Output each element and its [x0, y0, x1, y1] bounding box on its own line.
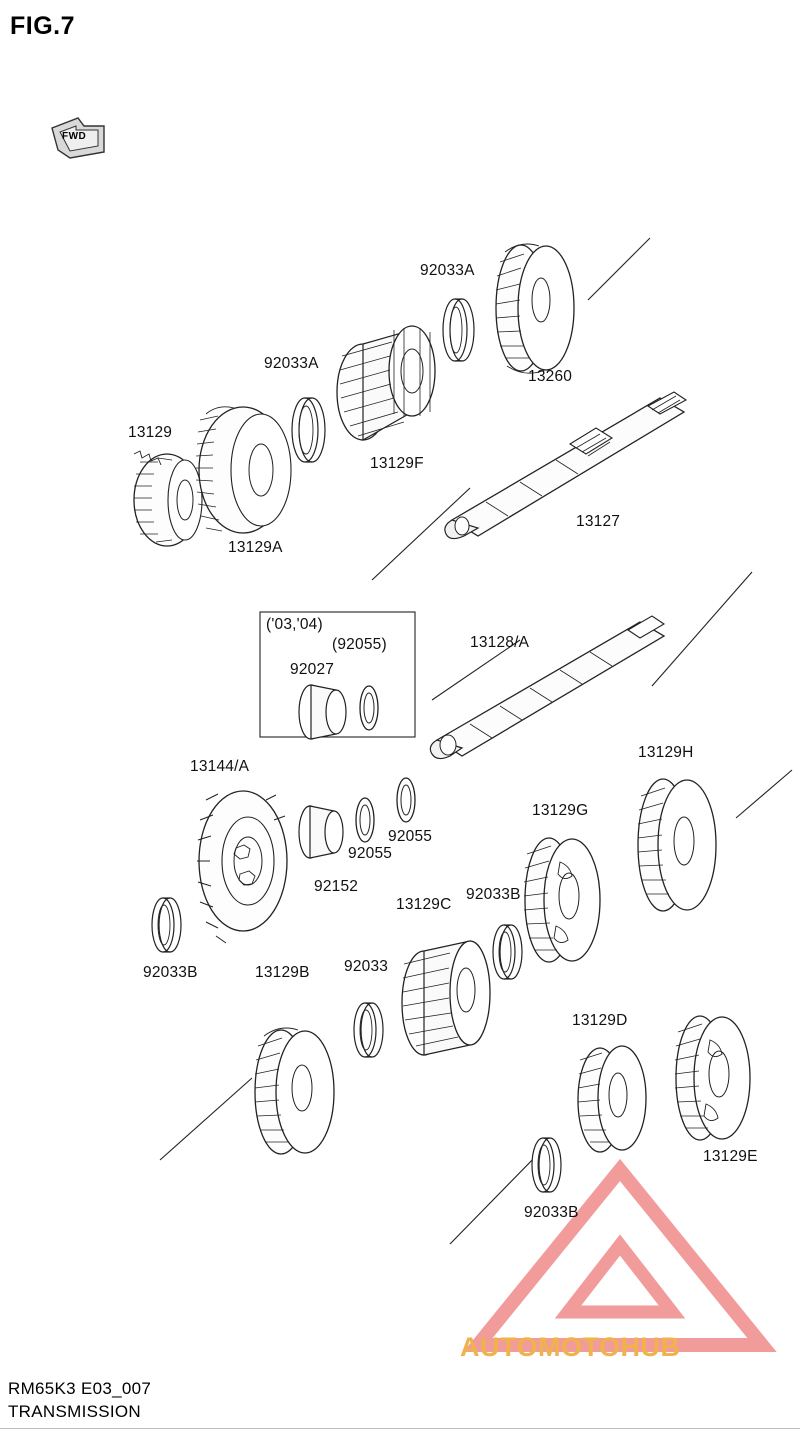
circlip-92033B-mid	[493, 925, 522, 979]
callout-13128A: 13128/A	[470, 634, 530, 651]
callout-13260: 13260	[528, 368, 573, 385]
callout-92055-b: 92055	[388, 828, 433, 845]
callout-92033: 92033	[344, 958, 389, 975]
bushing-92152	[299, 806, 343, 858]
gear-13260	[496, 244, 574, 373]
washer-92055-inset	[360, 686, 378, 730]
footer	[8, 1377, 151, 1423]
gear-13129C	[402, 941, 490, 1055]
bushing-92027	[299, 685, 346, 739]
callout-year-note: ('03,'04)	[266, 616, 323, 633]
watermark-text	[460, 1332, 681, 1363]
gear-13129B	[255, 1028, 334, 1154]
callout-13129B: 13129B	[255, 964, 310, 981]
callout-13144A: 13144/A	[190, 758, 250, 775]
callout-92027: 92027	[290, 661, 335, 678]
washer-92055-b	[397, 778, 415, 822]
circlip-92033A-left	[292, 398, 325, 462]
callout-13129E: 13129E	[703, 1148, 758, 1165]
circlip-92033B-left	[152, 898, 181, 952]
callout-92033B-left: 92033B	[143, 964, 198, 981]
callout-13129C: 13129C	[396, 896, 452, 913]
watermark-text-primary: AUTOMOTO	[460, 1332, 621, 1362]
gear-13129D	[578, 1046, 646, 1152]
callout-92033B-bottom: 92033B	[524, 1204, 579, 1221]
circlip-92033	[354, 1003, 383, 1057]
callout-13129: 13129	[128, 424, 173, 441]
callout-92033B-mid: 92033B	[466, 886, 521, 903]
callout-13129F: 13129F	[370, 455, 424, 472]
watermark-text-secondary: HUB	[620, 1332, 681, 1362]
circlip-92033A-right	[443, 299, 474, 361]
footer-code: RM65K3 E03_007	[8, 1379, 152, 1398]
callout-92055-inset: (92055)	[332, 636, 387, 653]
callout-92055-a: 92055	[348, 845, 393, 862]
callout-13127: 13127	[576, 513, 621, 530]
callout-13129A: 13129A	[228, 539, 283, 556]
figure-title: FIG.7	[10, 12, 76, 40]
callout-92033A-left: 92033A	[264, 355, 319, 372]
shaft-13127	[445, 392, 686, 539]
washer-92055-a	[356, 798, 374, 842]
shaft-13128A	[430, 616, 664, 759]
callout-13129H: 13129H	[638, 744, 694, 761]
gear-13129A	[196, 407, 291, 533]
callout-13129G: 13129G	[532, 802, 589, 819]
callout-13129D: 13129D	[572, 1012, 628, 1029]
gear-13129F	[337, 326, 435, 440]
fwd-label: FWD	[62, 131, 87, 142]
callout-92033A-top: 92033A	[420, 262, 475, 279]
gear-13129G	[524, 838, 600, 962]
footer-name: TRANSMISSION	[8, 1402, 142, 1421]
callout-92152: 92152	[314, 878, 359, 895]
gear-13129E	[675, 1016, 750, 1140]
circlip-92033B-bottom	[532, 1138, 561, 1192]
watermark-logo	[478, 1170, 762, 1345]
sprocket-13144A	[197, 791, 287, 943]
gear-13129H	[638, 779, 716, 911]
gear-13129	[134, 451, 202, 546]
